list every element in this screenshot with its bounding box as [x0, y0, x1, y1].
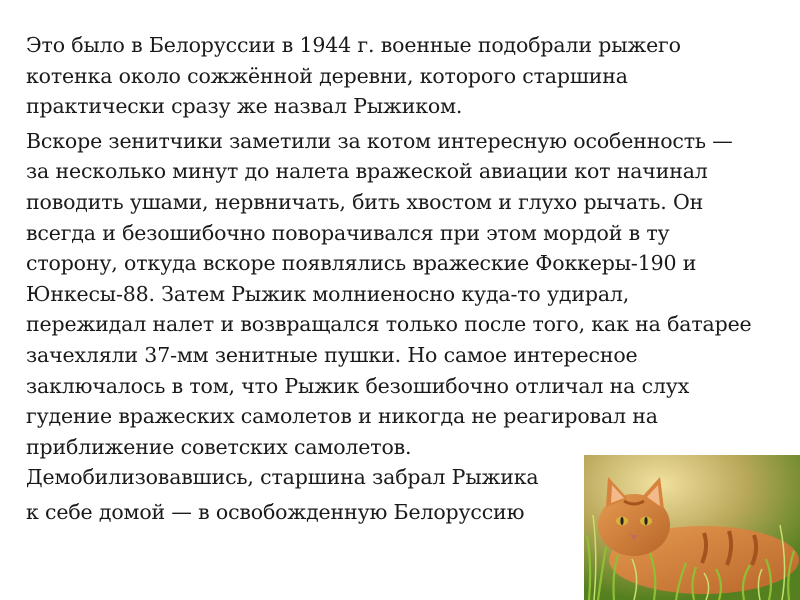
text-line: Демобилизовавшись, старшина забрал Рыжика [26, 465, 539, 490]
text-line: Вскоре зенитчики заметили за котом интересную особенность — [26, 128, 733, 153]
cat-illustration [584, 455, 800, 600]
text-line: пережидал налет и возвращался только после того, как на батарее [26, 312, 752, 337]
paragraph-1 [26, 30, 786, 122]
text-line: Это было в Белоруссии в 1944 г. военные подобрали рыжего [26, 33, 681, 57]
text-line: всегда и безошибочно поворачивался при этом мордой в ту [26, 220, 670, 245]
text-line: гудение вражеских самолетов и никогда не реагировал на [26, 404, 658, 429]
text-line: заключалось в том, что Рыжик безошибочно отличал на слух [26, 373, 690, 398]
text-line: практически сразу же назвал Рыжиком. [26, 94, 463, 119]
ginger-cat-in-grass-photo [584, 455, 800, 600]
text-line: за несколько минут до налета вражеской авиации кот начинал [26, 159, 708, 184]
text-line: котенка около сожжённой деревни, которого старшина [26, 63, 628, 88]
text-line: Юнкесы-88. Затем Рыжик молниеносно куда-то удирал, [26, 281, 630, 306]
text-line: сторону, откуда вскоре появлялись вражеские Фоккеры-190 и [26, 251, 697, 276]
text-line: к себе домой — в освобожденную Белоруссию [26, 499, 525, 524]
text-line: зачехляли 37-мм зенитные пушки. Но самое интересное [26, 342, 638, 367]
text-line: приближение советских самолетов. [26, 434, 412, 459]
text-line: поводить ушами, нервничать, бить хвостом и глухо рычать. Он [26, 189, 704, 214]
paragraph-2 [26, 126, 786, 493]
